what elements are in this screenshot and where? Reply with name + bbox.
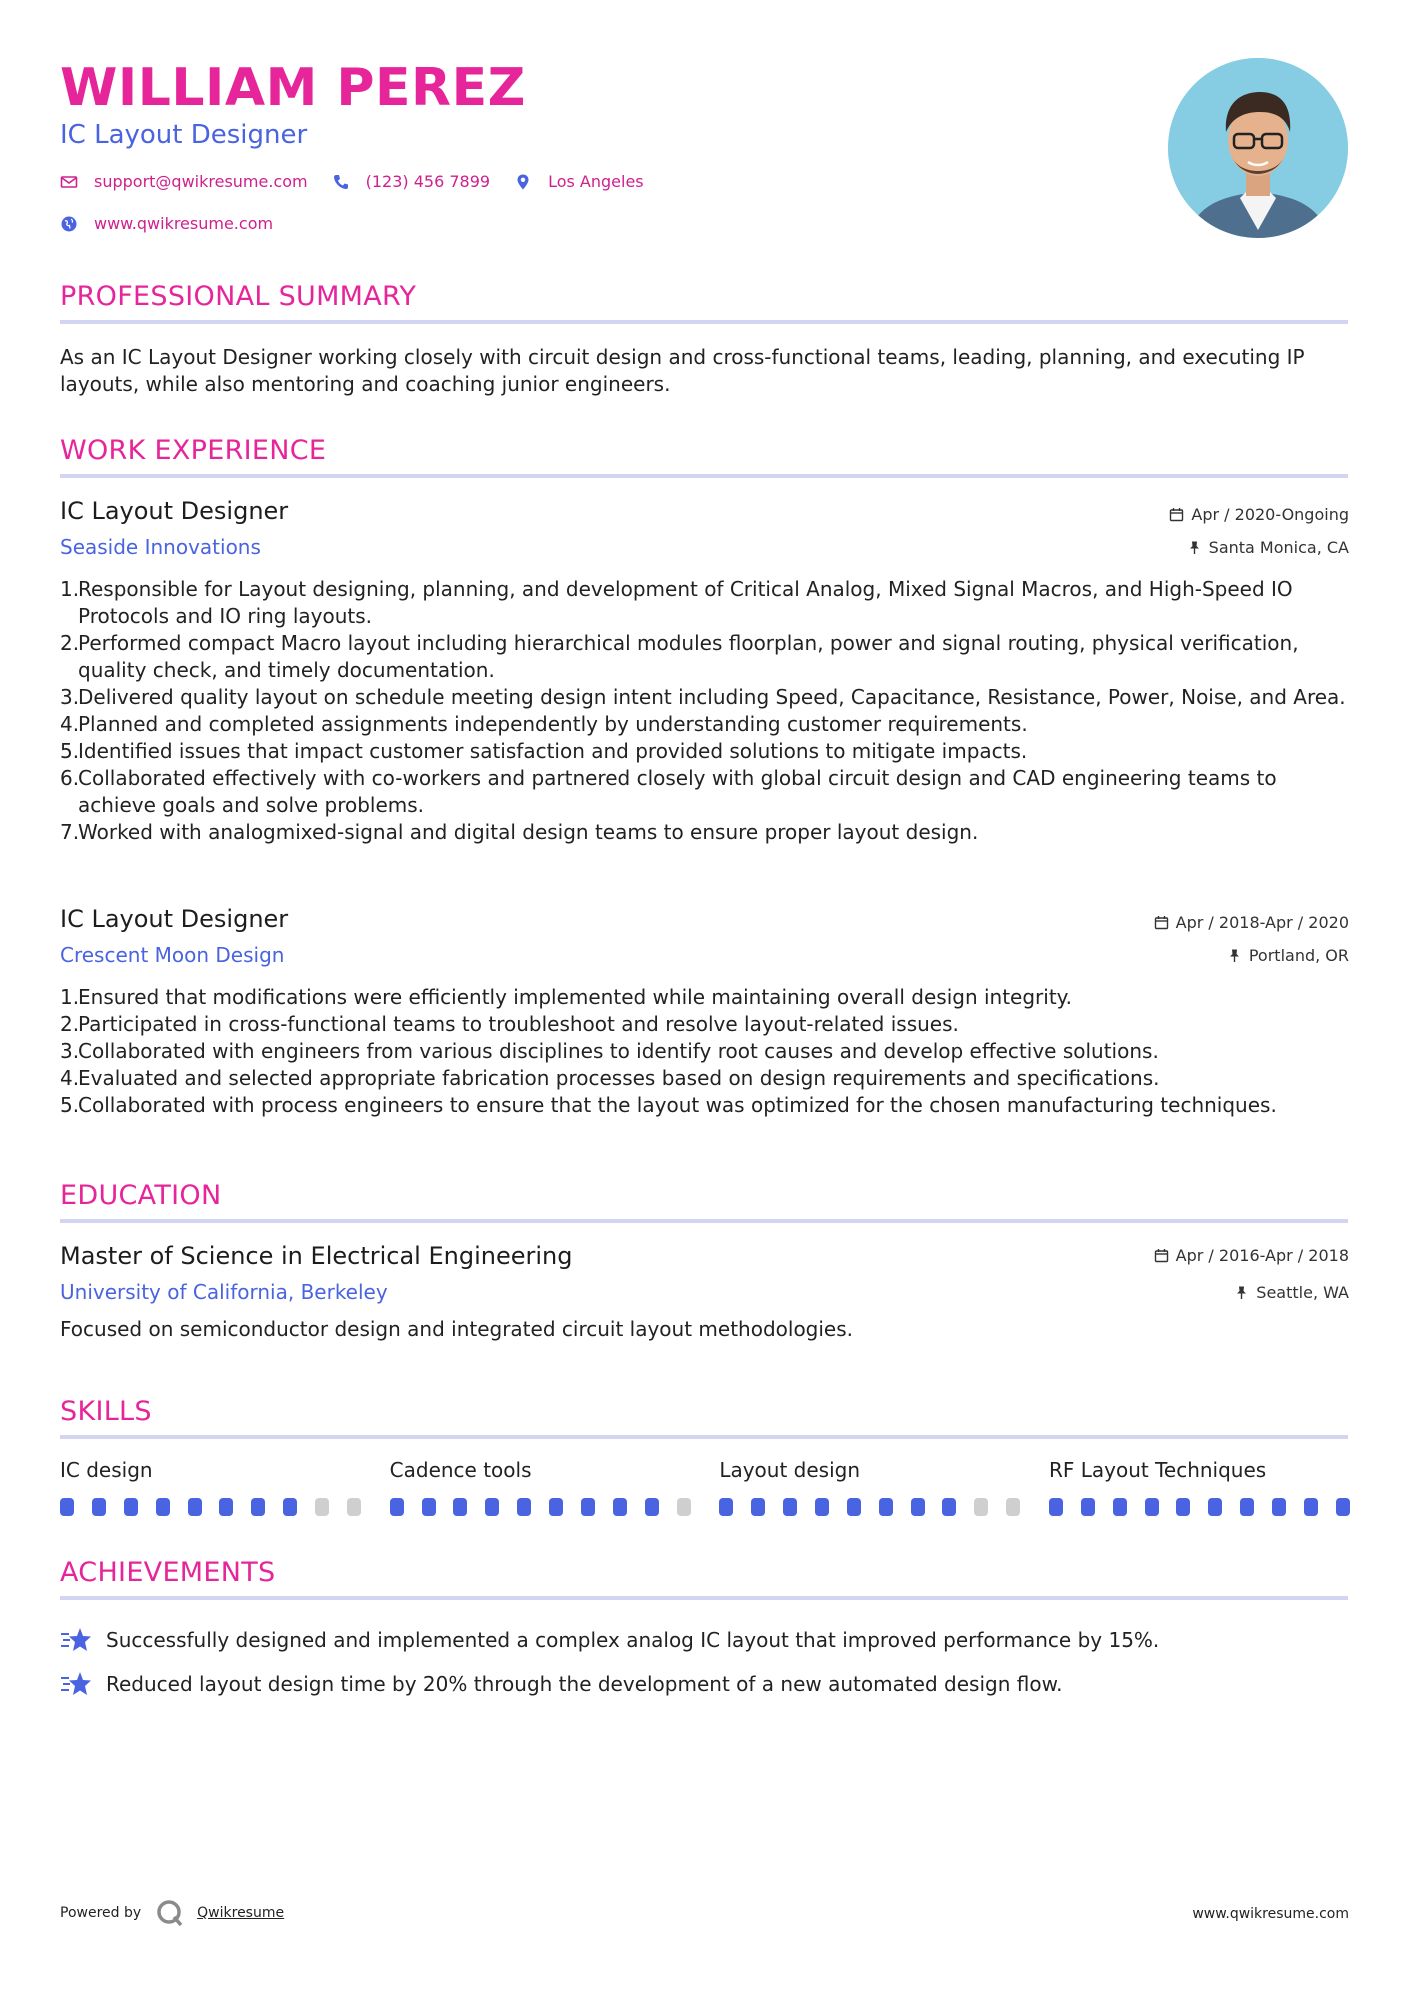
list-item (60, 1011, 1355, 1038)
skill-dot-filled (188, 1498, 202, 1516)
list-item (60, 576, 1355, 630)
skill-dot-filled (1208, 1498, 1222, 1516)
powered-by-label: Powered by (60, 1905, 142, 1921)
skill-dot-filled (783, 1498, 797, 1516)
skill-item (719, 1458, 1020, 1516)
footer-website[interactable]: www.qwikresume.com (1192, 1906, 1349, 1922)
skill-dot-empty (1006, 1498, 1020, 1516)
bullet-number: 5. (60, 1093, 80, 1117)
bullet-number: 2. (60, 1012, 80, 1036)
skill-dot-filled (1336, 1498, 1350, 1516)
calendar-icon (1169, 507, 1184, 522)
skill-dot-filled (1176, 1498, 1190, 1516)
star-achievement-icon (60, 1669, 92, 1699)
phone-icon (332, 173, 350, 191)
list-item (60, 1092, 1355, 1119)
skill-dot-filled (453, 1498, 467, 1516)
bullet-text: Evaluated and selected appropriate fabrication processes based on design requirements and specifications. (78, 1066, 1160, 1090)
contact-row-primary (60, 172, 668, 191)
achievement-item (60, 1662, 1159, 1706)
skill-name: Layout design (719, 1458, 861, 1482)
job-bullets-2 (60, 984, 1355, 1119)
skill-dot-empty (347, 1498, 361, 1516)
footer-powered-by (60, 1898, 284, 1928)
skill-rating (390, 1498, 691, 1516)
skill-dot-filled (1145, 1498, 1159, 1516)
skill-item (60, 1458, 361, 1516)
bullet-text: Performed compact Macro layout including hierarchical modules floorplan, power and signal routing, physical verification, quality check, and timely documentation. (78, 631, 1299, 682)
pushpin-icon (1227, 948, 1242, 963)
skill-dot-filled (422, 1498, 436, 1516)
skills-list (60, 1458, 1350, 1516)
list-item (60, 1038, 1355, 1065)
bullet-number: 3. (60, 1039, 80, 1063)
skill-dot-filled (517, 1498, 531, 1516)
location-text: Los Angeles (548, 172, 644, 191)
achievement-text: Reduced layout design time by 20% through the development of a new automated design flow. (106, 1672, 1063, 1696)
skill-dot-filled (1113, 1498, 1127, 1516)
location-pin-icon (514, 173, 532, 191)
pushpin-icon (1187, 540, 1202, 555)
star-achievement-icon (60, 1625, 92, 1655)
education-location-text: Seattle, WA (1256, 1283, 1349, 1302)
bullet-number: 5. (60, 739, 80, 763)
summary-heading: PROFESSIONAL SUMMARY (60, 281, 417, 312)
skill-dot-filled (751, 1498, 765, 1516)
skill-dot-filled (847, 1498, 861, 1516)
job-location-text-1: Santa Monica, CA (1208, 538, 1349, 557)
skill-dot-filled (911, 1498, 925, 1516)
list-item (60, 684, 1355, 711)
website-text[interactable]: www.qwikresume.com (94, 214, 274, 233)
skill-name: RF Layout Techniques (1048, 1458, 1267, 1482)
skill-dot-filled (942, 1498, 956, 1516)
skill-dot-filled (549, 1498, 563, 1516)
skill-dot-empty (677, 1498, 691, 1516)
phone-text[interactable]: (123) 456 7899 (365, 172, 491, 191)
education-dates (1154, 1246, 1349, 1265)
bullet-text: Identified issues that impact customer satisfaction and provided solutions to mitigate impacts. (78, 739, 1028, 763)
achievements-list (60, 1618, 1159, 1706)
contact-location (514, 172, 644, 191)
job-location-text-2: Portland, OR (1248, 946, 1349, 965)
bullet-number: 1. (60, 985, 80, 1009)
bullet-text: Worked with analogmixed-signal and digital design teams to ensure proper layout design. (78, 820, 979, 844)
list-item (60, 711, 1355, 738)
skill-dot-filled (815, 1498, 829, 1516)
contact-email[interactable] (60, 172, 308, 191)
education-description: Focused on semiconductor design and integrated circuit layout methodologies. (60, 1317, 854, 1341)
job-location-2 (1227, 946, 1349, 965)
skill-dot-filled (719, 1498, 733, 1516)
job-dates-1 (1169, 505, 1349, 524)
experience-heading: WORK EXPERIENCE (60, 435, 327, 466)
skills-divider (60, 1435, 1348, 1439)
skill-dot-empty (974, 1498, 988, 1516)
job-dates-text-1: Apr / 2020-Ongoing (1191, 505, 1349, 524)
skill-name: Cadence tools (389, 1458, 532, 1482)
skill-dot-filled (1081, 1498, 1095, 1516)
degree-title: Master of Science in Electrical Engineering (60, 1242, 573, 1270)
contact-phone[interactable] (332, 172, 490, 191)
education-location (1234, 1283, 1349, 1302)
skill-dot-filled (156, 1498, 170, 1516)
school-name: University of California, Berkeley (60, 1280, 388, 1304)
bullet-number: 3. (60, 685, 80, 709)
bullet-text: Collaborated effectively with co-workers and partnered closely with global circuit design and CAD engineering teams to achieve goals and solve problems. (78, 766, 1277, 817)
calendar-icon (1154, 1248, 1169, 1263)
job-title-2: IC Layout Designer (60, 905, 289, 933)
skill-dot-filled (60, 1498, 74, 1516)
bullet-text: Participated in cross-functional teams to troubleshoot and resolve layout-related issues. (78, 1012, 959, 1036)
job-dates-text-2: Apr / 2018-Apr / 2020 (1175, 913, 1349, 932)
list-item (60, 819, 1355, 846)
skill-dot-filled (645, 1498, 659, 1516)
skills-heading: SKILLS (60, 1396, 152, 1427)
skill-dot-filled (251, 1498, 265, 1516)
bullet-text: Collaborated with engineers from various disciplines to identify root causes and develop effective solutions. (78, 1039, 1159, 1063)
job-company-1: Seaside Innovations (60, 535, 261, 559)
education-dates-text: Apr / 2016-Apr / 2018 (1175, 1246, 1349, 1265)
skill-dot-filled (1304, 1498, 1318, 1516)
skill-rating (60, 1498, 361, 1516)
education-heading: EDUCATION (60, 1180, 222, 1211)
list-item (60, 630, 1355, 684)
job-dates-2 (1154, 913, 1349, 932)
list-item (60, 984, 1355, 1011)
achievement-text: Successfully designed and implemented a complex analog IC layout that improved performance by 15%. (106, 1628, 1160, 1652)
contact-row-secondary (60, 214, 297, 233)
bullet-text: Collaborated with process engineers to ensure that the layout was optimized for the chosen manufacturing techniques. (78, 1093, 1277, 1117)
skill-dot-empty (315, 1498, 329, 1516)
skill-dot-filled (613, 1498, 627, 1516)
skill-item (390, 1458, 691, 1516)
skill-dot-filled (1240, 1498, 1254, 1516)
job-title-1: IC Layout Designer (60, 497, 289, 525)
candidate-title: IC Layout Designer (60, 120, 308, 150)
bullet-text: Ensured that modifications were efficiently implemented while maintaining overall design integrity. (78, 985, 1073, 1009)
skill-name: IC design (60, 1458, 153, 1482)
profile-photo (1168, 58, 1348, 238)
globe-icon (60, 215, 78, 233)
bullet-number: 7. (60, 820, 80, 844)
achievement-item (60, 1618, 1159, 1662)
bullet-number: 2. (60, 631, 80, 655)
skill-dot-filled (283, 1498, 297, 1516)
skill-dot-filled (1272, 1498, 1286, 1516)
bullet-number: 1. (60, 577, 80, 601)
skill-dot-filled (390, 1498, 404, 1516)
skill-dot-filled (219, 1498, 233, 1516)
skill-dot-filled (92, 1498, 106, 1516)
skill-dot-filled (485, 1498, 499, 1516)
skill-item (1049, 1458, 1350, 1516)
calendar-icon (1154, 915, 1169, 930)
bullet-number: 4. (60, 1066, 80, 1090)
achievements-divider (60, 1596, 1348, 1600)
bullet-text: Planned and completed assignments independently by understanding customer requirements. (78, 712, 1028, 736)
skill-dot-filled (1049, 1498, 1063, 1516)
experience-divider (60, 474, 1348, 478)
list-item (60, 1065, 1355, 1092)
list-item (60, 738, 1355, 765)
bullet-number: 4. (60, 712, 80, 736)
summary-divider (60, 320, 1348, 324)
qwikresume-logo-icon (155, 1898, 185, 1928)
brand-link[interactable]: Qwikresume (197, 1905, 285, 1921)
summary-text: As an IC Layout Designer working closely with circuit design and cross-functional teams, leading, planning, and executing IP layouts, while also mentoring and coaching junior engineers. (60, 345, 1305, 396)
contact-website[interactable] (60, 214, 273, 233)
education-divider (60, 1219, 1348, 1223)
job-bullets-1 (60, 576, 1355, 846)
skill-dot-filled (124, 1498, 138, 1516)
pushpin-icon (1234, 1285, 1249, 1300)
bullet-number: 6. (60, 766, 80, 790)
list-item (60, 765, 1355, 819)
job-company-2: Crescent Moon Design (60, 943, 285, 967)
skill-dot-filled (581, 1498, 595, 1516)
skill-dot-filled (879, 1498, 893, 1516)
bullet-text: Responsible for Layout designing, planning, and development of Critical Analog, Mixed Signal Macros, and High-Speed IO Protocols and IO ring layouts. (78, 577, 1293, 628)
candidate-name: WILLIAM PEREZ (60, 58, 526, 118)
achievements-heading: ACHIEVEMENTS (60, 1557, 276, 1588)
email-icon (60, 173, 78, 191)
skill-rating (1049, 1498, 1350, 1516)
email-text[interactable]: support@qwikresume.com (94, 172, 308, 191)
job-location-1 (1187, 538, 1349, 557)
skill-rating (719, 1498, 1020, 1516)
bullet-text: Delivered quality layout on schedule meeting design intent including Speed, Capacitance, Resistance, Power, Noise, and Area. (78, 685, 1346, 709)
